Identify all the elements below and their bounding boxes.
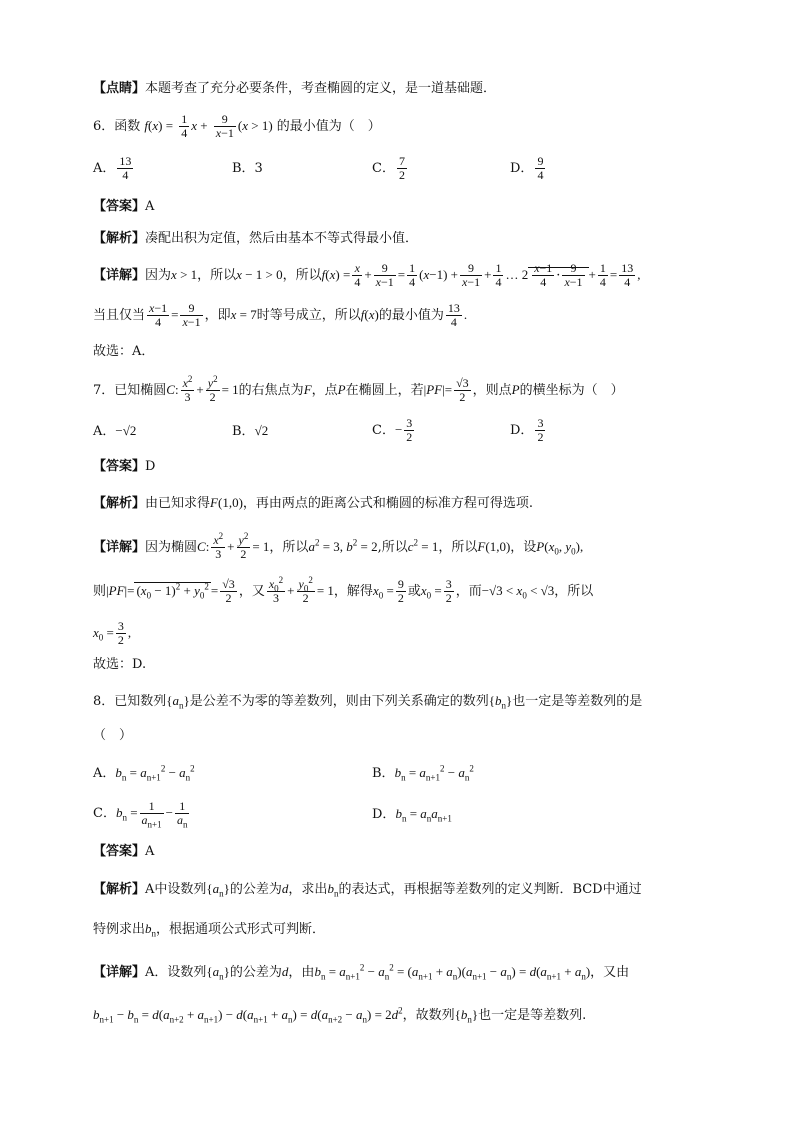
q7-answer-value: D <box>145 459 156 474</box>
q8-x1: A．设数列 <box>145 965 207 980</box>
q8-x2: 的公差为 <box>229 965 282 980</box>
q7-l2d: 或 <box>407 584 421 599</box>
diangjing-line <box>93 80 496 98</box>
q8-jiexi-line1: 【解析】A中设数列$\{a_n\}$的公差为d，求出$b_n$的表达式，再根据等差数列的定义判断．BCD中通过 <box>93 881 642 899</box>
q6-option-c-label: C． <box>372 161 395 176</box>
q7-x1: 因为椭圆 <box>145 540 198 555</box>
q7-x4: ，所以 <box>438 540 478 555</box>
q8-stem-b: 是公差不为零的等差数列，则由下列关系确定的数列 <box>189 694 489 709</box>
q7-number: 7．已知椭圆 <box>93 383 167 398</box>
q8-jiexi-tag: 【解析】 <box>93 882 146 897</box>
q7-stem: 7．已知椭圆C: $\frac{x^2}{3}$ + $\frac{y^2}{2}$ = 1的右焦点为F，点P在椭圆上，若|PF|= $\frac{√3}{2}$ ，则点P的横坐标为（ ） <box>93 374 624 404</box>
q7-jiexi: 【解析】由已知求得F(1,0)，再由两点的距离公式和椭圆的标准方程可得选项. <box>93 495 534 511</box>
q6-xiangjie-line1: 【详解】因为x > 1，所以x − 1 > 0，所以f(x) = $\frac{x}{4}$ + $\frac{9}{x-1}$ = $\frac{1}{4}$ (x−1) + $\frac{9}{x-1}$ + $\frac{1}{4}$ … 2 $\frac{x-1}{4}$ · $\frac{9}{x-1}$ + $\frac{1}{4}$ = $\frac{13}{4}$ , <box>93 261 641 289</box>
q8-answer-value: A <box>145 844 155 859</box>
q7-l2c: ，解得 <box>333 584 373 599</box>
q7-l2b: ，又 <box>238 584 265 599</box>
q8-j3: ，求出 <box>288 882 328 897</box>
q7-xiangjie-line1: 【详解】因为椭圆C: $\frac{x^2}{3}$ + $\frac{y^2}{2}$ = 1，所以$a^2 = 3$, $b^2 = 2$,所以$c^2 = 1$，所以F(1,0)，设$P(x_0$, $y_0$), <box>93 531 584 561</box>
q7-end: ，则点 <box>472 383 512 398</box>
q7-guxuan <box>93 656 146 674</box>
q6-xiangjie-line2: 当且仅当 $\frac{x-1}{4}$ = $\frac{9}{x-1}$ ，即x = 7时等号成立，所以f(x)的最小值为 $\frac{13}{4}$ . <box>93 301 468 329</box>
q7-x2: ，所以 <box>269 540 309 555</box>
q8-option-b-label: B． <box>372 766 395 781</box>
q7-option-a: A．−√2 <box>93 423 137 439</box>
q7-l2f: ，所以 <box>554 584 594 599</box>
q6-number: 6．函数 <box>93 119 141 134</box>
q7-guxuan-text: 故选：D. <box>93 657 147 672</box>
q6-guxuan-text: 故选：A． <box>93 344 155 359</box>
q8-j1: A中设数列 <box>145 882 207 897</box>
q6-option-a-label: A． <box>93 161 116 176</box>
q6-answer <box>93 198 154 216</box>
q7-jiexi-b: ，再由两点的距离公式和椭圆的标准方程可得选项. <box>242 496 534 511</box>
q7-answer <box>93 458 155 476</box>
diangjing-text: 本题考查了充分必要条件，考查椭圆的定义，是一道基础题． <box>145 81 497 96</box>
diangjing-tag: 【点睛】 <box>93 81 146 96</box>
q7-option-c-label: C． <box>372 423 395 438</box>
q7-jiexi-tag: 【解析】 <box>93 496 146 511</box>
q8-stem-c: 也一定是等差数列的是 <box>512 694 643 709</box>
q8-jiexi-line2: 特例求出$b_n$，根据通项公式形式可判断． <box>93 921 326 939</box>
q7-option-c: C．− $\frac{3}{2}$ <box>372 416 413 444</box>
q6-option-a: A． $\frac{13}{4}$ <box>93 154 132 182</box>
q8-j5: 特例求出 <box>93 922 146 937</box>
q8-option-d: D．$b_n = a_na_{n+1}$ <box>372 806 452 824</box>
q7-xiangjie-tag: 【详解】 <box>93 540 146 555</box>
q7-mid: 的右焦点为 <box>238 383 304 398</box>
q6-xiangjie-tag: 【详解】 <box>93 268 146 283</box>
q7-mid2: ，点 <box>311 383 338 398</box>
q6-stem: 6．函数 f(x) = $\frac{1}{4}$ x + $\frac{9}{x-1}$ (x > 1) 的最小值为（ ） <box>93 112 381 140</box>
q6-guxuan <box>93 343 154 361</box>
q7-jiexi-a: 由已知求得 <box>145 496 211 511</box>
q6-l2a: 当且仅当 <box>93 308 146 323</box>
q6-x1: 因为 <box>145 268 172 283</box>
q6-option-c: C． $\frac{7}{2}$ <box>372 154 405 182</box>
q7-mid3: 在椭圆上，若 <box>345 383 424 398</box>
q8-stem-a: 8．已知数列 <box>93 694 167 709</box>
q7-option-d-label: D． <box>510 423 534 438</box>
q8-y1: ，故数列 <box>402 1008 455 1023</box>
q8-option-b: B．$b_n = a_{n+1}^2 - a_n^2$ <box>372 763 474 783</box>
q7-xiangjie-line2: 则$|PF|= (x_0 - 1)^2 + y_0^2$ = $\frac{√3}{2}$ ，又 $\frac{x_0^2}{3}$ + $\frac{y_0^2}{2}$ = 1，解得$x_0$ = $\frac{9}{2}$ 或$x_0$ = $\frac{3}{2}$ ，而$-√3 < x_0 < √3$，所以 <box>93 575 594 605</box>
q7-xiangjie-line3: $x_0$ = $\frac{3}{2}$ , <box>93 619 132 647</box>
q8-answer <box>93 843 154 861</box>
q6-answer-value: A <box>145 199 155 214</box>
q7-l2a: 则 <box>93 584 107 599</box>
q6-suffix: 的最小值为（ ） <box>276 119 381 134</box>
q8-option-d-label: D． <box>372 807 396 822</box>
q8-xiangjie-line1: 【详解】A．设数列$\{a_n\}$的公差为d，由$b_n = a_{n+1}^2 - a_n^2 = (a_{n+1} + a_n)(a_{n+1} - a_n) = d(a_{n+1} + a_n)$，又由 <box>93 962 630 982</box>
q7-l2e: ，而 <box>455 584 482 599</box>
q8-option-a-label: A． <box>93 766 116 781</box>
q7-answer-tag: 【答案】 <box>93 459 146 474</box>
q8-stem: 8．已知数列$\{a_n\}$是公差不为零的等差数列，则由下列关系确定的数列$\{b_n\}$也一定是等差数列的是 <box>93 693 643 711</box>
q6-jiexi-text: 凑配出积为定值，然后由基本不等式得最小值． <box>145 231 419 246</box>
q8-option-c-label: C． <box>93 806 116 821</box>
q7-end2: 的横坐标为（ ） <box>519 383 624 398</box>
q8-x3: ，由 <box>288 965 315 980</box>
q8-paren <box>93 727 132 745</box>
q6-option-d-label: D． <box>510 161 534 176</box>
q8-j6: ，根据通项公式形式可判断． <box>156 922 326 937</box>
q7-option-a-label: A． <box>93 424 116 439</box>
q8-xiangjie-tag: 【详解】 <box>93 965 146 980</box>
q7-x3: ,所以 <box>377 540 408 555</box>
q8-y2: 也一定是等差数列. <box>478 1008 587 1023</box>
q8-x4: ，又由 <box>590 965 630 980</box>
q6-x3: ，所以 <box>282 268 322 283</box>
q8-j4: 的表达式，再根据等差数列的定义判断．BCD中通过 <box>338 882 642 897</box>
q8-option-a: A．$b_n = a_{n+1}^2 - a_n^2$ <box>93 763 195 783</box>
q6-jiexi-tag: 【解析】 <box>93 231 146 246</box>
q8-xiangjie-line2: $b_{n+1} - b_n = d(a_{n+2} + a_{n+1}) - d(a_{n+1} + a_n) = d(a_{n+2} - a_n) = 2d^2$，故数列$\{b_n\}$也一定是等差数列. <box>93 1005 587 1025</box>
q6-option-d: D． $\frac{9}{4}$ <box>510 154 544 182</box>
q7-option-b-label: B． <box>232 424 255 439</box>
q6-jiexi <box>93 230 418 248</box>
q7-option-b: B．√2 <box>232 423 269 439</box>
q6-option-b-label: B．3 <box>232 161 263 176</box>
q7-x5: ，设 <box>510 540 537 555</box>
q8-option-c: C．$b_n$ = $\frac{1}{a_{n+1}}$ − $\frac{1}{a_n}$ <box>93 799 188 830</box>
q8-paren-text: （ ） <box>93 728 133 743</box>
q8-answer-tag: 【答案】 <box>93 844 146 859</box>
q6-l2c: 时等号成立，所以 <box>256 308 361 323</box>
q6-x2: ，所以 <box>197 268 237 283</box>
q8-j2: 的公差为 <box>229 882 282 897</box>
q6-l2b: ，即 <box>204 308 231 323</box>
q7-option-d: D． $\frac{3}{2}$ <box>510 416 544 444</box>
q6-l2d: 的最小值为 <box>378 308 444 323</box>
q6-option-b <box>232 160 263 178</box>
q6-answer-tag: 【答案】 <box>93 199 146 214</box>
